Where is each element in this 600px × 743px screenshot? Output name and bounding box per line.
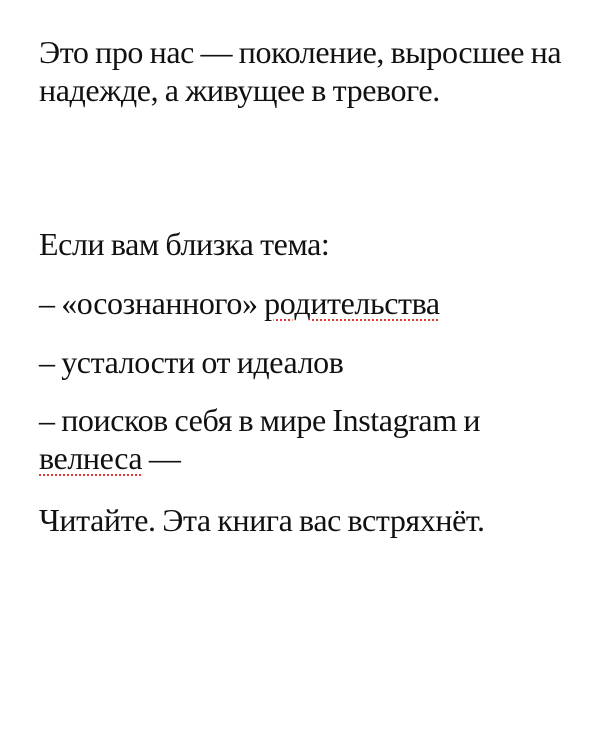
list-item-text: – усталости от идеалов	[39, 344, 344, 380]
misspelled-word[interactable]: родительства	[264, 285, 440, 321]
list-item-parenting	[39, 284, 579, 322]
intro-paragraph: Это про нас — поколение, выросшее на надежде, а живущее в тревоге.	[39, 34, 562, 108]
list-item-instagram	[39, 401, 579, 477]
misspelled-word[interactable]: велнеса	[39, 440, 143, 476]
list-item-ideals	[39, 343, 579, 381]
list-item-suffix: —	[142, 440, 181, 476]
closing-line: Читайте. Эта книга вас встряхнёт.	[39, 502, 485, 538]
themes-heading: Если вам близка тема:	[39, 226, 330, 262]
list-item-text: – «осознанного»	[39, 285, 265, 321]
list-item-text: – поисков себя в мире Instagram и	[39, 402, 481, 438]
